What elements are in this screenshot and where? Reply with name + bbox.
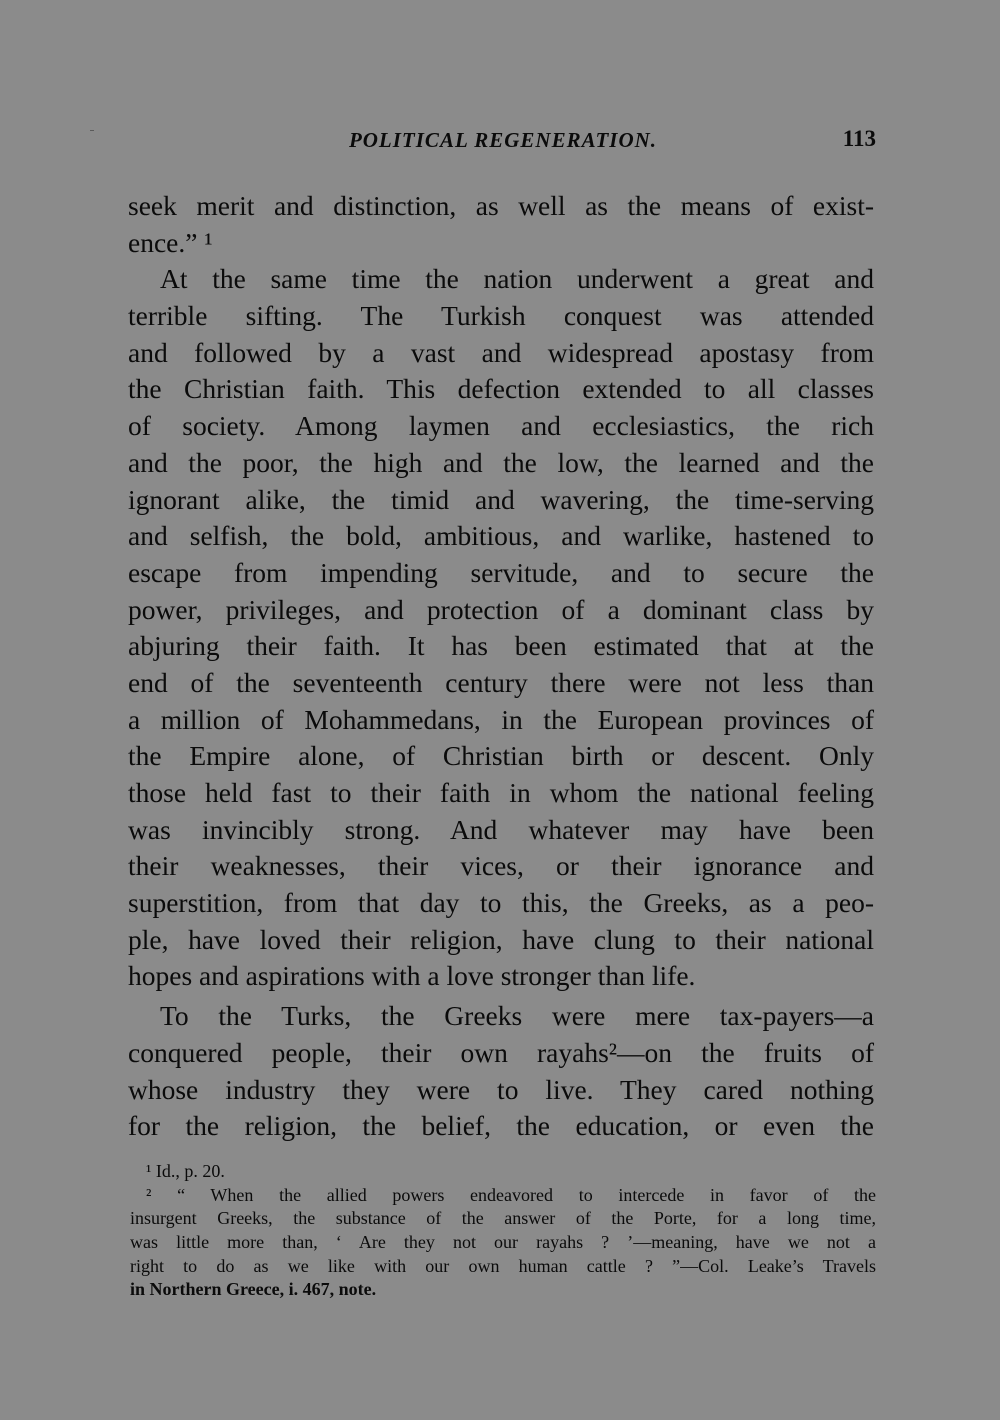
scan-speck bbox=[90, 130, 94, 131]
footnote-1: ¹ Id., p. 20. bbox=[146, 1161, 225, 1181]
text-line: ignorant alike, the timid and wavering, the time-serving bbox=[128, 483, 874, 515]
text-line: abjuring their faith. It has been estimated that at the bbox=[128, 630, 874, 662]
text-line: power, privileges, and protection of a dominant class by bbox=[128, 593, 874, 625]
running-title: POLITICAL REGENERATION. bbox=[348, 128, 658, 152]
text-line: those held fast to their faith in whom the national feeling bbox=[128, 777, 874, 808]
text-line: ence.” ¹ bbox=[128, 226, 213, 258]
text-line: was invincibly strong. And whatever may have been bbox=[128, 813, 874, 845]
text-line: and followed by a vast and widespread apostasy from bbox=[128, 336, 874, 368]
text-line: superstition, from that day to this, the Greeks, as a peo- bbox=[128, 887, 874, 919]
footnotes bbox=[130, 1160, 876, 1302]
text-line: To the Turks, the Greeks were mere tax-payers—a bbox=[160, 1000, 874, 1032]
text-line: terrible sifting. The Turkish conquest was attended bbox=[128, 300, 874, 332]
text-line: a million of Mohammedans, in the European provinces of bbox=[128, 703, 874, 735]
text-line: for the religion, the belief, the education, or even the bbox=[128, 1110, 874, 1142]
text-line: conquered people, their own rayahs²—on the fruits of bbox=[128, 1036, 874, 1068]
text-line: and selfish, the bold, ambitious, and warlike, hastened to bbox=[128, 520, 874, 552]
text-line: their weaknesses, their vices, or their ignorance and bbox=[128, 850, 874, 882]
text-line: At the same time the nation underwent a great and bbox=[160, 263, 874, 295]
text-line: of society. Among laymen and ecclesiastics, the rich bbox=[128, 410, 874, 442]
footnote-2-line: was little more than, ‘ Are they not our rayahs ? ’—meaning, have we not a bbox=[130, 1232, 876, 1253]
text-line: the Christian faith. This defection extended to all classes bbox=[128, 373, 874, 405]
footnote-2-line: right to do as we like with our own human cattle ? ”—Col. Leake’s Travels bbox=[130, 1255, 876, 1276]
footnote-2-line: ² “ When the allied powers endeavored to intercede in favor of the bbox=[146, 1184, 876, 1205]
text-line: escape from impending servitude, and to secure the bbox=[128, 556, 874, 588]
page-number: 113 bbox=[842, 126, 876, 151]
running-head bbox=[128, 124, 878, 160]
main-text bbox=[128, 188, 874, 1145]
text-line: whose industry they were to live. They cared nothing bbox=[128, 1073, 874, 1105]
text-line: the Empire alone, of Christian birth or descent. Only bbox=[128, 740, 874, 772]
footnote-2-line: in Northern Greece, i. 467, note. bbox=[130, 1279, 377, 1300]
footnote-2-line: insurgent Greeks, the substance of the answer of the Porte, for a long time, bbox=[130, 1208, 876, 1229]
text-line: hopes and aspirations with a love stronger than life. bbox=[128, 960, 696, 992]
text-line: end of the seventeenth century there were not less than bbox=[128, 666, 874, 698]
text-line: seek merit and distinction, as well as the means of exist- bbox=[128, 190, 874, 221]
text-line: and the poor, the high and the low, the learned and the bbox=[128, 446, 874, 478]
text-line: ple, have loved their religion, have clung to their national bbox=[128, 923, 874, 955]
